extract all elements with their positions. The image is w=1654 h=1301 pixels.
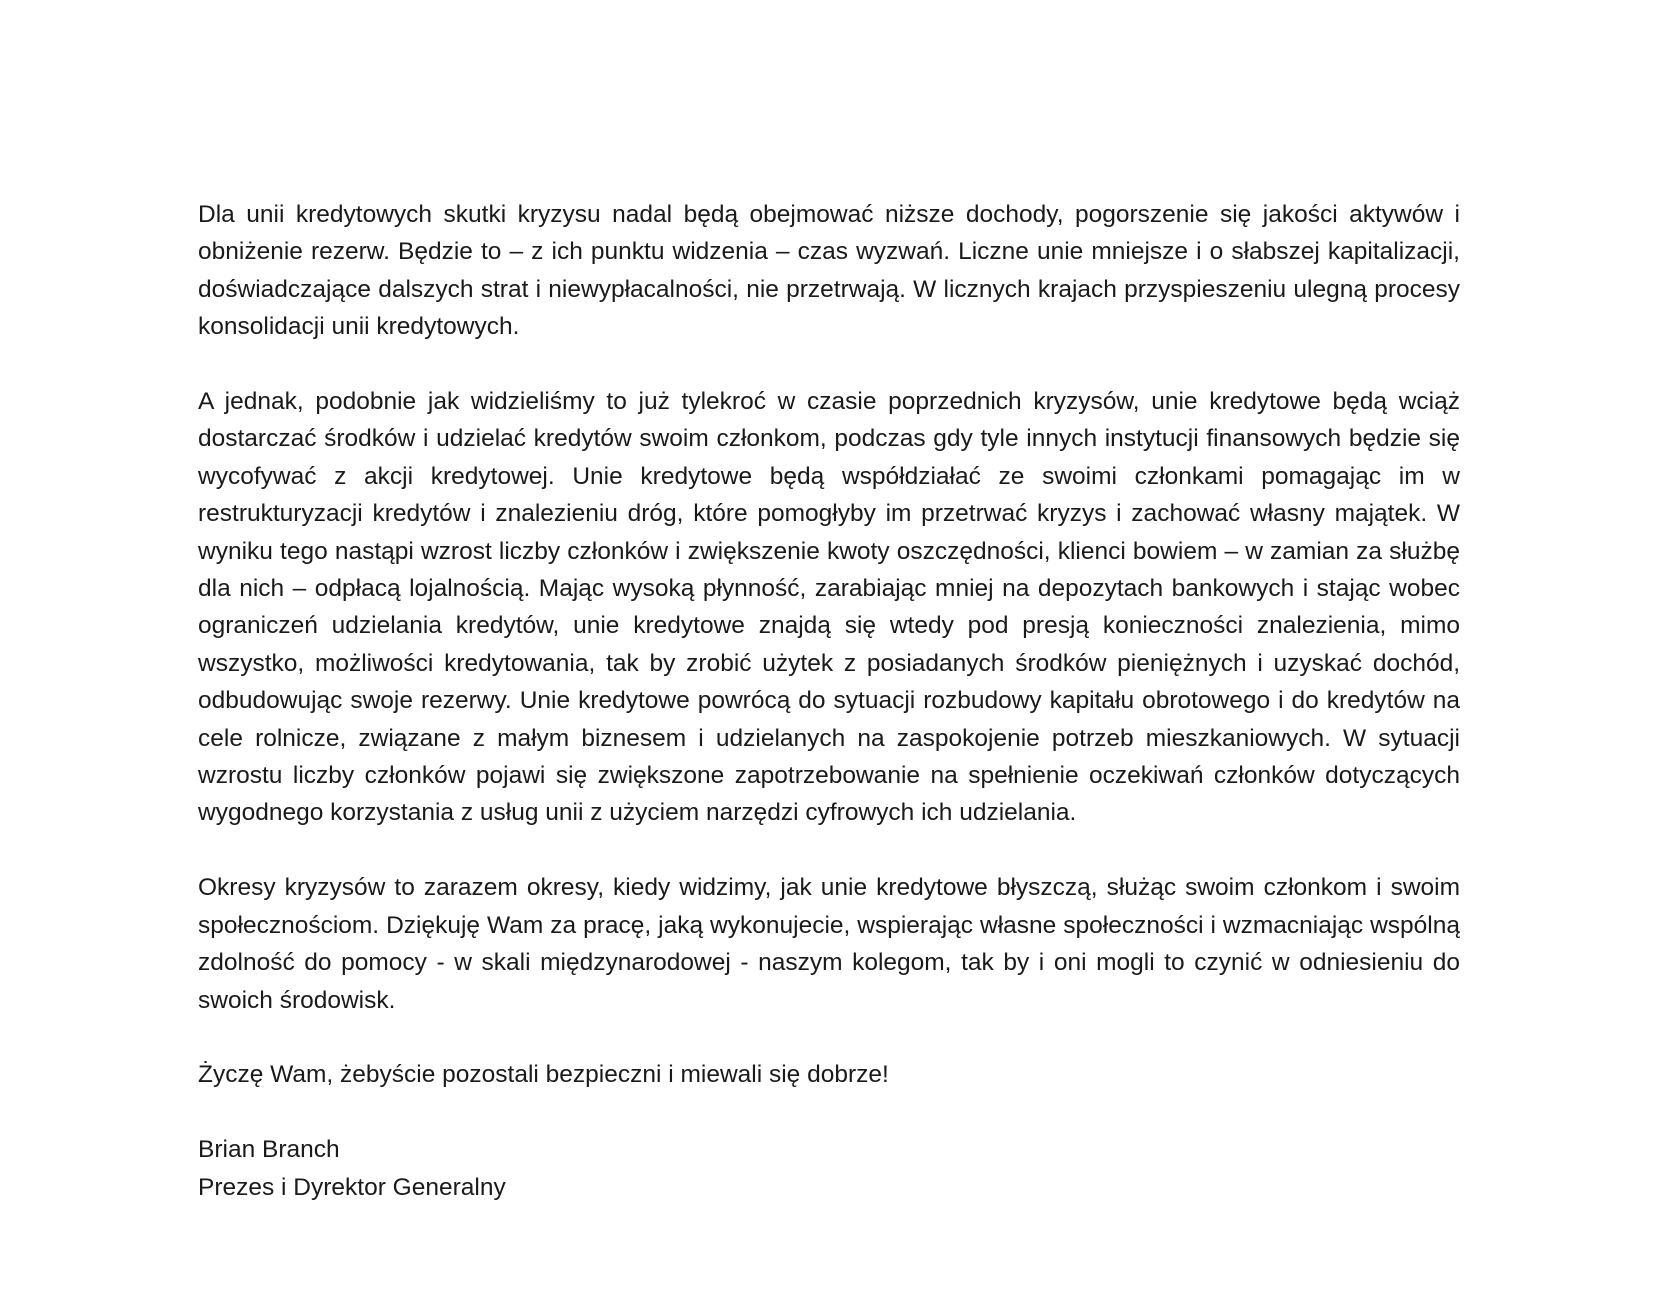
signature-block (198, 1131, 1460, 1206)
paragraph-thanks: Okresy kryzysów to zarazem okresy, kiedy widzimy, jak unie kredytowe błyszczą, służąc swoim członkom i swoim społecznościom. Dziękuję Wam za pracę, jaką wykonujecie, wspierając własne społeczności i wzmacniając wspólną zdolność do pomocy - w skali międzynarodowej - naszym kolegom, tak by i oni mogli to czynić w odniesieniu do swoich środowisk. (198, 874, 1460, 1014)
paragraph-continued-lending: A jednak, podobnie jak widzieliśmy to już tylekroć w czasie poprzednich kryzysów, unie kredytowe będą wciąż dostarczać środków i udzielać kredytów swoim członkom, podczas gdy tyle innych instytucji finansowych będzie się wycofywać z akcji kredytowej. Unie kredytowe będą współdziałać ze swoimi członkami pomagając im w restrukturyzacji kredytów i znalezieniu dróg, które pomogłyby im przetrwać kryzys i zachować własny majątek. W wyniku tego nastąpi wzrost liczby członków i zwiększenie kwoty oszczędności, klienci bowiem – w zamian za służbę dla nich – odpłacą lojalnością. Mając wysoką płynność, zarabiając mniej na depozytach bankowych i stając wobec ograniczeń udzielania kredytów, unie kredytowe znajdą się wtedy pod presją konieczności znalezienia, mimo wszystko, możliwości kredytowania, tak by zrobić użytek z posiadanych środków pieniężnych i uzyskać dochód, odbudowując swoje rezerwy. Unie kredytowe powrócą do sytuacji rozbudowy kapitału obrotowego i do kredytów na cele rolnicze, związane z małym biznesem i udzielanych na zaspokojenie potrzeb mieszkaniowych. W sytuacji wzrostu liczby członków pojawi się zwiększone zapotrzebowanie na spełnienie oczekiwań członków dotyczących wygodnego korzystania z usług unii z użyciem narzędzi cyfrowych ich udzielania. (198, 388, 1460, 827)
signature-title: Prezes i Dyrektor Generalny (198, 1173, 506, 1201)
paragraph-credit-union-outlook: Dla unii kredytowych skutki kryzysu nadal będą obejmować niższe dochody, pogorszenie się jakości aktywów i obniżenie rezerw. Będzie to – z ich punktu widzenia – czas wyzwań. Liczne unie mniejsze i o słabszej kapitalizacji, doświadczające dalszych strat i niewypłacalności, nie przetrwają. W licznych krajach przyspieszeniu ulegną procesy konsolidacji unii kredytowych. (198, 201, 1460, 341)
paragraph-closing-wish: Życzę Wam, żebyście pozostali bezpieczni i miewali się dobrze! (198, 1061, 889, 1089)
signature-name: Brian Branch (198, 1136, 340, 1164)
letter-body (198, 196, 1460, 1206)
